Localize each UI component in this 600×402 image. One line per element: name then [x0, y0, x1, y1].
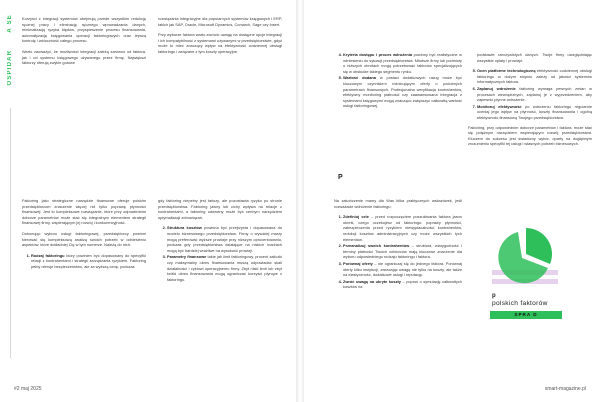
left-col1-top [22, 16, 146, 71]
logo-graphic [486, 220, 566, 290]
paragraph: rozwiązania integracyjne dla popularnych systemów księgowych i ERP, takich jak SAP, Oracle, Microsoft Dynamics, Comarch, Sage czy Insert. [158, 16, 282, 27]
list-item: 4. Zwróć uwagę na ukryte koszty – poproś o symulację całkowitych kosztów na [343, 279, 462, 290]
left-col1-bottom [22, 198, 146, 271]
right-col1-top [334, 52, 462, 110]
paragraph: Warto zauważyć, że możliwości integracji zależą zarówno od faktora, jak i od systemu księgowego używanego przez firmę. Największi faktorzy oferują zwykle gotowe [22, 48, 146, 66]
left-col2-bottom [158, 198, 282, 283]
logo-pie-slice [526, 228, 552, 264]
drop-cap: P [338, 174, 343, 181]
list-item: 1. Rodzaj faktoringu który powinien być dopasowany do specyfiki relacji z kontrahentami i strategii zarządzania ryzykiem. Faktoring pełny oferuje bezpieczeństwo, ale za wyższą cenę, podczas [31, 253, 146, 270]
list-item: 2. Przeanalizuj swoich kontrahentów – struktura, wiarygodność i terminy płatności Twoich odbiorców mają kluczowe znaczenie dla wyboru odpowiedniego rodzaju faktoringu i faktora. [343, 243, 462, 260]
ad-band [490, 311, 562, 319]
right-col2 [468, 52, 592, 152]
paragraph: Na zakończenie mamy dla Was kilka praktycznych wskazówek, jeśli rozważacie wdrożenie faktoringu: [334, 198, 462, 209]
list-item: 5. Ocen platforme technologiczną efektywność codziennej obsługi faktoringu w dużym stopniu zależy od jakości systemów informatycznych faktora. [477, 68, 592, 85]
paragraph: Dokonując wyboru usługi faktoringowej, przedsiębiorcy powinni kierować się kompleksową analizą swoich potrzeb w odniesieniu aspektów, które dokładniej Cię w tym numerze. Należą do nich: [22, 230, 146, 248]
list-item: 1. Zdefiniuj cele – przed rozpoczęciem poszukiwania faktora jasno określ, czego oczekujesz od faktoringu: poprawy płynności, zabezpieczenia przed ryzykiem niewypłacalności kontrahentów, redukcji kosztów administracyjnych czy może wszystkich tych elementów. [343, 214, 462, 242]
paragraph: Korzyści z integracji systemów obejmują przede wszystkim redukcję ręcznej pracy i eliminację ręcznego wprowadzania danych, minimalizację ryzyka błędów, przyspieszenie procesu finansowania, automatyzację księgowania operacji faktoringowych oraz lepszą kontrolę i widoczność całego procesu. [22, 16, 146, 44]
paragraph: Przy wyborze faktora warto zwrócić uwagę na dostępne opcje integracji i ich kompatybilność z systemami używanymi w przedsiębiorstwie, gdyż może to mieć znaczący wpływ na efektywność codziennej obsługi faktoringu i związane z tym koszty operacyjne. [158, 32, 282, 54]
section-tab-label: OSPIDAR A SE [7, 14, 13, 86]
ad-band-text: SPRA D [514, 312, 538, 317]
ad-brand-initial: p [492, 293, 496, 299]
ad-brand-name: polskich faktorów [492, 300, 548, 307]
list-item: 5. Wartość dodana w postaci dodatkowych usług może być kluczowym czynnikiem różnicującym oferty o podobnych parametrach finansowych. Profesjonalna weryfikacja kontrahentów, efektywny monitoring płatności czy zaawansowana integracja z systemami księgowymi mogą znacząco zwiększyć całkowitą wartość usługi faktoringowej. [343, 75, 462, 109]
list-item: 3. Porównaj oferty – nie ograniczaj się do jednego faktora. Porównaj oferty kilku instytucji, zwracając uwagę nie tylko na koszty, ale także na elastyczność, dodatkowe usługi i reputację. [343, 261, 462, 278]
site-footer: smart-magazine.pl [544, 386, 586, 392]
list-item: 4. Kryteria dostępu i proces wdrożenia powinny być realistyczne w odniesieniu do sytuacji przedsiębiorstwa. Młodsze firmy lub podmioty o niższych obrotach mogą potrzebować faktorów specjalizujących się w obsłudze takiego segmentu rynku. [343, 52, 462, 74]
advertisement [486, 220, 566, 320]
margin-divider [10, 108, 11, 358]
criteria-list-end [334, 52, 462, 109]
issue-footer: #2 maj 2025 [14, 386, 42, 392]
list-item: 2. Struktura kosztów powinna być przejrzysta i dopasowana do modelu biznesowego przedsiębiorstwa. Firmy o wysokiej marży mogą preferować wyższe prowizje przy niższym oprocentowaniu, podczas gdy przedsiębiorstwa działające na niskich marżach mogą być bardziej wrażliwe na wysokość prowizji. [167, 225, 282, 253]
right-col1-bottom [334, 198, 462, 291]
criteria-list-continued [158, 225, 282, 282]
paragraph: gdy faktoring niepełny jest tańszy, ale pozostawia ryzyko po stronie przedsiębiorstwa. Faktoring jawny lub cichy wpływa na relacje z kontrahentami, a faktoring odwrotny może być cennym narzędziem optymalizacji zobowiązań. [158, 198, 282, 220]
section-tab [7, 14, 15, 104]
closing-paragraph: Faktoring, przy odpowiednim doborze parametrów i faktora, może stać się potężnym narzędziem wspierającym rozwój przedsiębiorstwa. Kluczem do sukcesu jest świadomy wybór, oparty na dogłębnym zrozumieniu specyfiki tej usługi i własnych potrzeb biznesowych. [468, 124, 592, 147]
left-page [0, 0, 296, 402]
spine-gutter [296, 0, 304, 402]
tips-list [334, 214, 462, 290]
left-col2-top [158, 16, 282, 60]
right-page [304, 0, 600, 402]
list-item: 6. Zaplanuj wdrożenie faktoring wymaga pewnych zmian w procesach wewnętrznych, zaplanuj je z wyprzedzeniem, aby zapewnić płynne wdrożenie. [477, 86, 592, 103]
list-item: 3. Parametry finansowe takie jak limit faktoringowy, procent zaliczki czy maksymalny okres finansowania muszą odpowiadać skali działalności i cyklowi operacyjnemu firmy. Zbyt niski limit lub zbyt krótki okres finansowania mogą ograniczać korzyści płynące z faktoringu. [167, 254, 282, 282]
tips-list-end [468, 68, 592, 120]
paragraph: podstawie rzeczywistych danych. Twoje firmy uwzględniając wszystkie opłaty i prowizje. [477, 52, 592, 63]
list-item: 7. Monitoruj efektywność po wdrożeniu faktoringu regularnie oceniaj jego wpływ na płynność, koszty finansowania i ogólną efektywność finansową Twojego przedsiębiorstwa. [477, 104, 592, 121]
criteria-list [22, 253, 146, 270]
paragraph: Faktoring jako strategiczne narzędzie finansowe oferuje polskim przedsiębiorcom znaczenie więcej niż tylko poprawę płynności finansowej. Jest to kompleksowe rozwiązanie, które przy odpowiednim doborze parametrów może stać się integralnym elementem strategii finansowej firmy, wspierającym jej rozwój i konkurencyjność. [22, 198, 146, 226]
